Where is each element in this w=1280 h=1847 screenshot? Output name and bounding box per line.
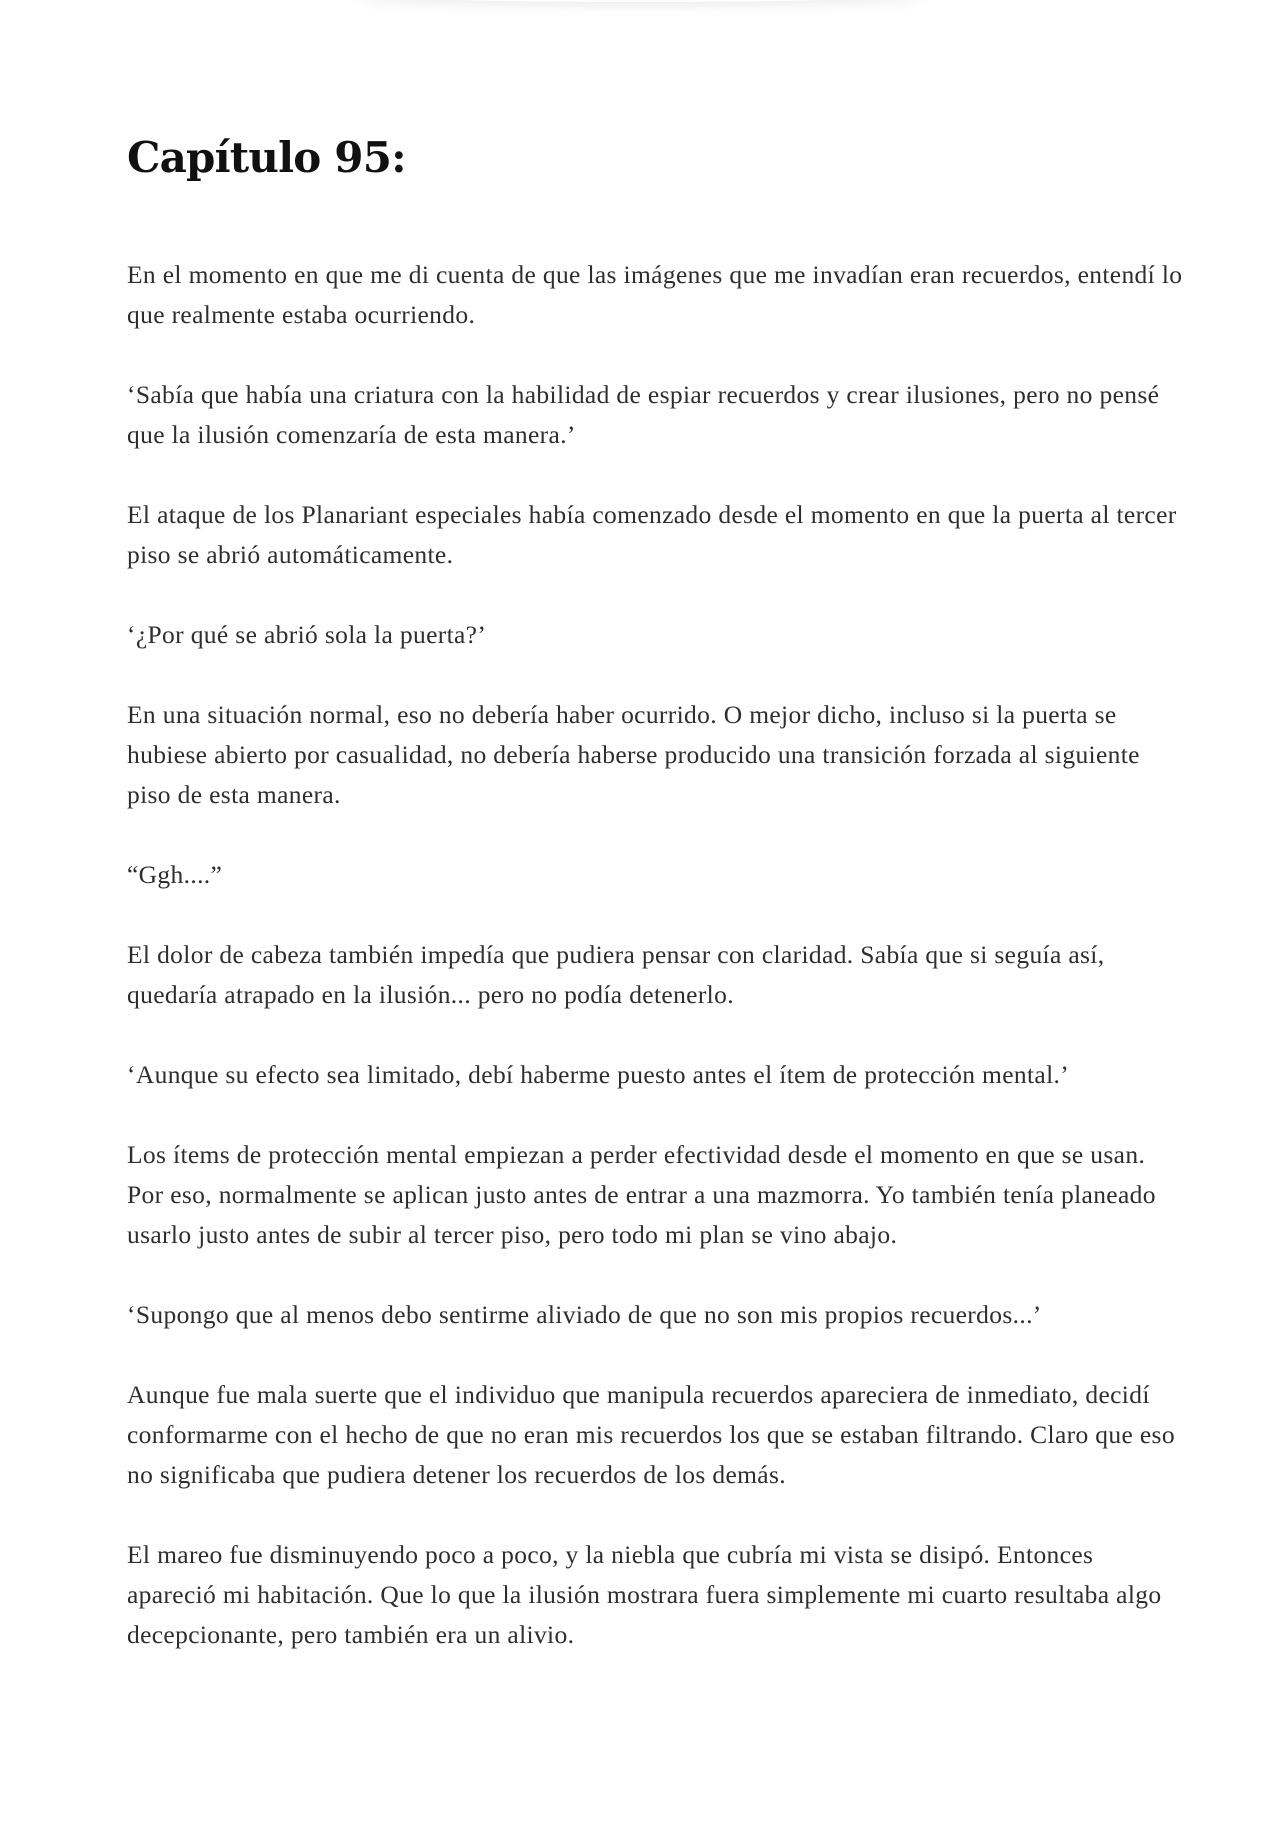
paragraph: ‘Aunque su efecto sea limitado, debí haberme puesto antes el ítem de protección mental.’	[127, 1060, 1070, 1089]
paragraph: ‘Supongo que al menos debo sentirme aliviado de que no son mis propios recuerdos...’	[127, 1300, 1042, 1329]
paragraph: En una situación normal, eso no debería haber ocurrido. O mejor dicho, incluso si la puerta se hubiese abierto por casualidad, no debería haberse producido una transición forzada al siguiente piso de esta manera.	[127, 700, 1140, 809]
paragraph: Aunque fue mala suerte que el individuo que manipula recuerdos apareciera de inmediato, decidí conformarme con el hecho de que no eran mis recuerdos los que se estaban filtrando. Claro que eso no significaba que pudiera detener los recuerdos de los demás.	[127, 1380, 1175, 1489]
chapter-title: Capítulo 95:	[127, 133, 406, 182]
paragraph: El mareo fue disminuyendo poco a poco, y la niebla que cubría mi vista se disipó. Entonces apareció mi habitación. Que lo que la ilusión mostrara fuera simplemente mi cuarto resultaba algo decepcionante, pero también era un alivio.	[127, 1540, 1162, 1649]
paragraph: ‘Sabía que había una criatura con la habilidad de espiar recuerdos y crear ilusiones, pero no pensé que la ilusión comenzaría de esta manera.’	[127, 380, 1160, 449]
paragraph: En el momento en que me di cuenta de que las imágenes que me invadían eran recuerdos, entendí lo que realmente estaba ocurriendo.	[127, 260, 1183, 329]
top-edge-shadow	[355, 0, 925, 2]
paragraph: Los ítems de protección mental empiezan a perder efectividad desde el momento en que se usan. Por eso, normalmente se aplican justo antes de entrar a una mazmorra. Yo también tenía planeado usarlo justo antes de subir al tercer piso, pero todo mi plan se vino abajo.	[127, 1140, 1156, 1249]
paragraph: El ataque de los Planariant especiales había comenzado desde el momento en que la puerta al tercer piso se abrió automáticamente.	[127, 500, 1177, 569]
paragraph: ‘¿Por qué se abrió sola la puerta?’	[127, 620, 487, 649]
paragraph: “Ggh....”	[127, 860, 223, 889]
chapter-body	[127, 255, 1187, 1695]
paragraph: El dolor de cabeza también impedía que pudiera pensar con claridad. Sabía que si seguía así, quedaría atrapado en la ilusión... pero no podía detenerlo.	[127, 940, 1105, 1009]
